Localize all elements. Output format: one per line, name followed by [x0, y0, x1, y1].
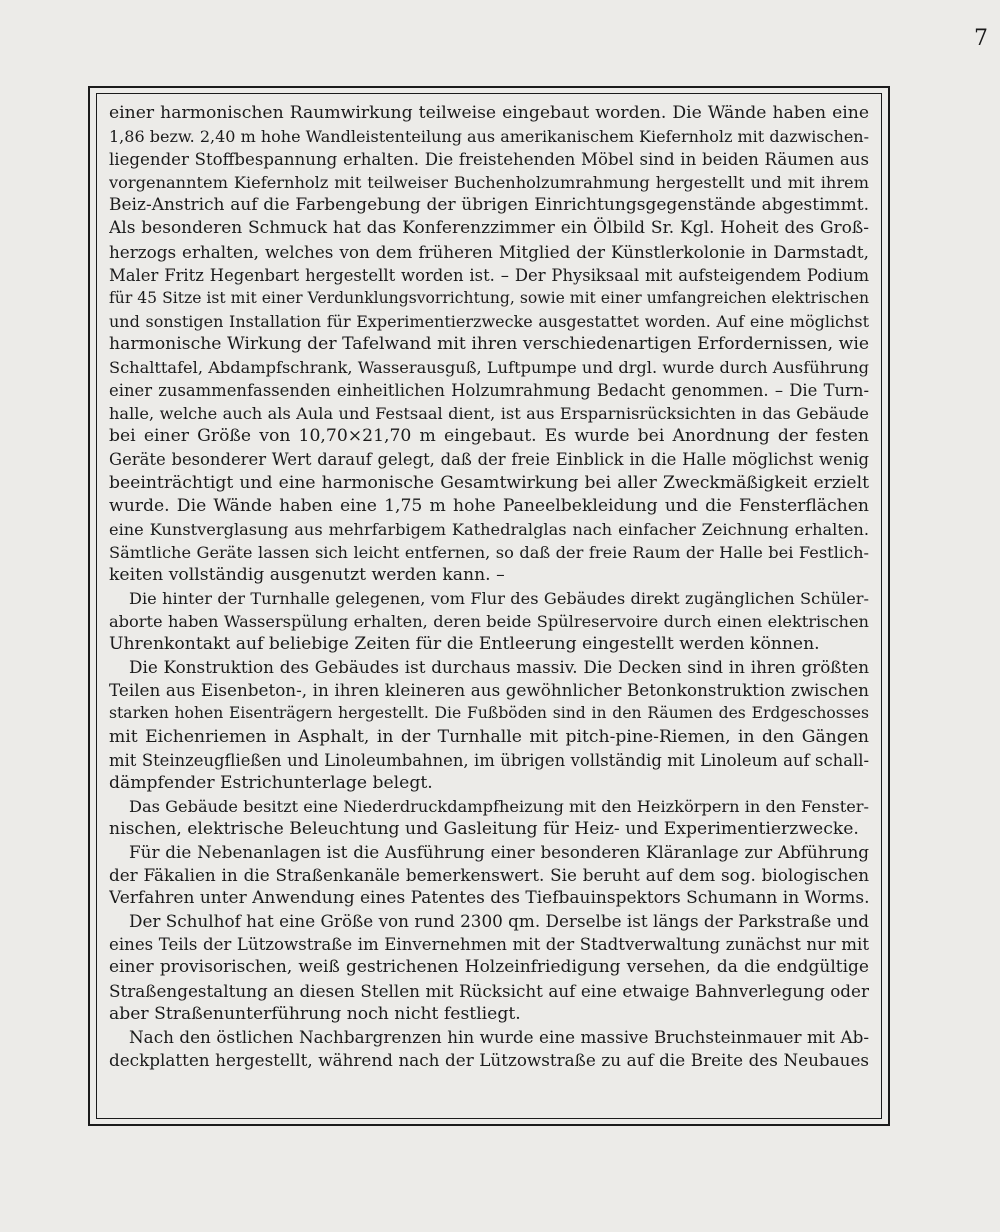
text-line: Als besonderen Schmuck hat das Konferenzzimmer ein Ölbild Sr. Kgl. Hoheit des Groß- — [109, 218, 869, 239]
text-line: Maler Fritz Hegenbart hergestellt worden ist. – Der Physiksaal mit aufsteigendem Podium — [109, 265, 869, 285]
text-line: Teilen aus Eisenbeton-, in ihren kleineren aus gewöhnlicher Betonkonstruktion zwischen — [109, 680, 869, 701]
paragraph-end-line: Verfahren unter Anwendung eines Patentes des Tiefbauinspektors Schumann in Worms. — [109, 888, 869, 909]
text-line: einer zusammenfassenden einheitlichen Holzumrahmung Bedacht genommen. – Die Turn- — [109, 381, 869, 401]
paragraph-end-line: keiten vollständig ausgenutzt werden kann. – — [109, 564, 505, 585]
text-frame — [96, 93, 882, 1119]
paragraph-start-line: Die hinter der Turnhalle gelegenen, vom Flur des Gebäudes direkt zugänglichen Schüler- — [129, 588, 869, 608]
text-line: aborte haben Wasserspülung erhalten, deren beide Spülreservoire durch einen elektrischen — [109, 612, 869, 632]
text-line: Beiz-Anstrich auf die Farbengebung der übrigen Einrichtungsgegenstände abgestimmt. — [109, 195, 869, 216]
paragraph-start-line: Die Konstruktion des Gebäudes ist durchaus massiv. Die Decken sind in ihren größten — [129, 657, 869, 678]
text-line: und sonstigen Installation für Experimentierzwecke ausgestattet worden. Auf eine möglichst — [109, 311, 869, 331]
paragraph-end-line: aber Straßenunterführung noch nicht festliegt. — [109, 1003, 521, 1024]
text-line: halle, welche auch als Aula und Festsaal dient, ist aus Ersparnisrücksichten in das Gebäude — [109, 404, 869, 424]
text-line: harmonische Wirkung der Tafelwand mit ihren verschiedenartigen Erfordernissen, wie — [109, 333, 869, 354]
text-line: liegender Stoffbespannung erhalten. Die freistehenden Möbel sind in beiden Räumen aus — [109, 150, 869, 170]
text-line: mit Eichenriemen in Asphalt, in der Turnhalle mit pitch-pine-Riemen, in den Gängen — [109, 726, 869, 747]
paragraph-start-line: Das Gebäude besitzt eine Niederdruckdampfheizung mit den Heizkörpern in den Fenster- — [129, 796, 869, 816]
text-line: eines Teils der Lützowstraße im Einvernehmen mit der Stadtverwaltung zunächst nur mit — [109, 935, 869, 955]
text-line: Straßengestaltung an diesen Stellen mit Rücksicht auf eine etwaige Bahnverlegung oder — [109, 980, 869, 1001]
text-line: wurde. Die Wände haben eine 1,75 m hohe Paneelbekleidung und die Fensterflächen — [109, 495, 869, 516]
text-line: deckplatten hergestellt, während nach der Lützowstraße zu auf die Breite des Neubaues — [109, 1049, 869, 1070]
text-line: einer harmonischen Raumwirkung teilweise eingebaut worden. Die Wände haben eine — [109, 103, 869, 123]
text-line: beeinträchtigt und eine harmonische Gesamtwirkung bei aller Zweckmäßigkeit erzielt — [109, 472, 869, 493]
text-line: Sämtliche Geräte lassen sich leicht entfernen, so daß der freie Raum der Halle bei Festlich- — [109, 542, 869, 562]
paragraph-end-line: Uhrenkontakt auf beliebige Zeiten für die Entleerung eingestellt werden können. — [109, 634, 820, 655]
text-line: bei einer Größe von 10,70×21,70 m eingebaut. Es wurde bei Anordnung der festen — [109, 426, 869, 447]
text-line: Geräte besonderer Wert darauf gelegt, daß der freie Einblick in die Halle möglichst wenig — [109, 450, 869, 470]
text-line: der Fäkalien in die Straßenkanäle bemerkenswert. Sie beruht auf dem sog. biologischen — [109, 865, 869, 886]
text-line: vorgenanntem Kiefernholz mit teilweiser Buchenholzumrahmung hergestellt und mit ihrem — [109, 173, 869, 193]
text-line: herzogs erhalten, welches von dem früheren Mitglied der Künstlerkolonie in Darmstadt, — [109, 241, 869, 262]
text-line: eine Kunstverglasung aus mehrfarbigem Kathedralglas nach einfacher Zeichnung erhalten. — [109, 519, 869, 539]
paragraph-start-line: Für die Nebenanlagen ist die Ausführung einer besonderen Kläranlage zur Abführung — [129, 842, 869, 862]
text-line: einer provisorischen, weiß gestrichenen Holzeinfriedigung versehen, da die endgültige — [109, 957, 869, 978]
text-line: Schalttafel, Abdampfschrank, Wasserausguß, Luftpumpe und drgl. wurde durch Ausführung — [109, 358, 869, 378]
text-line: starken hohen Eisenträgern hergestellt. Die Fußböden sind in den Räumen des Erdgeschosses — [109, 704, 869, 723]
paragraph-start-line: Nach den östlichen Nachbargrenzen hin wurde eine massive Bruchsteinmauer mit Ab- — [129, 1026, 869, 1047]
paragraph-end-line: nischen, elektrische Beleuchtung und Gasleitung für Heiz- und Experimentierzwecke. — [109, 818, 859, 839]
paragraph-start-line: Der Schulhof hat eine Größe von rund 2300 qm. Derselbe ist längs der Parkstraße und — [129, 911, 869, 932]
page-number: 7 — [974, 26, 988, 51]
text-line: für 45 Sitze ist mit einer Verdunklungsvorrichtung, sowie mit einer umfangreichen elektrischen — [109, 288, 869, 307]
text-line: mit Steinzeugfließen und Linoleumbahnen, im übrigen vollständig mit Linoleum auf schall- — [109, 750, 869, 770]
paragraph-end-line: dämpfender Estrichunterlage belegt. — [109, 772, 433, 793]
text-line: 1,86 bezw. 2,40 m hohe Wandleistenteilung aus amerikanischem Kiefernholz mit dazwischen- — [109, 127, 869, 147]
